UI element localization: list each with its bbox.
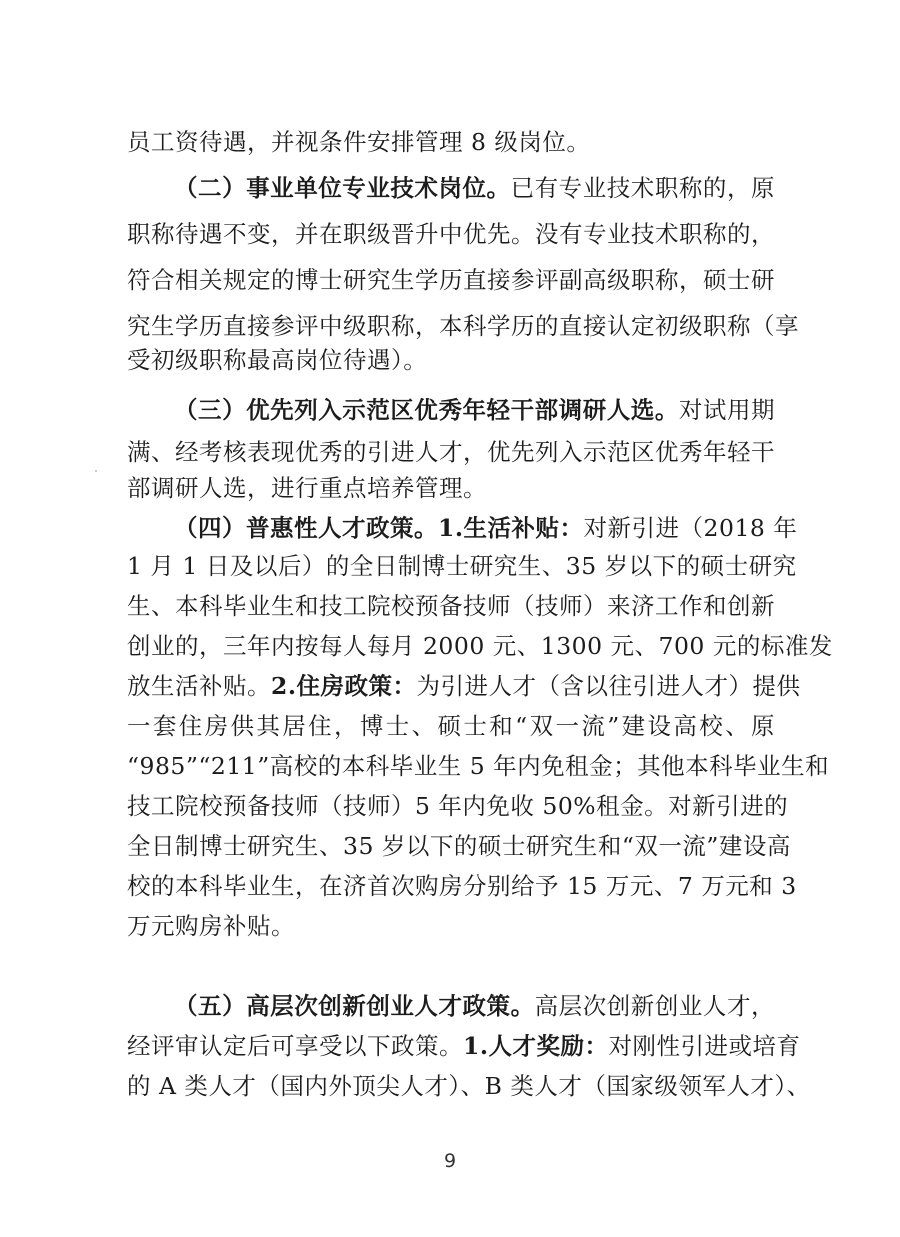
section-heading: （二）事业单位专业技术岗位。 [174, 174, 511, 202]
body-line: 一套住房供其居住，博士、硕士和“双一流”建设高校、原 [127, 712, 775, 740]
subheading: 2.住房政策： [271, 672, 417, 700]
body-line: 1 月 1 日及以后）的全日制博士研究生、35 岁以下的硕士研究 [127, 552, 797, 580]
body-line: 放生活补贴。2.住房政策：为引进人才（含以往引进人才）提供 [127, 672, 801, 700]
body-line: 万元购房补贴。 [127, 912, 295, 940]
body-line: 校的本科毕业生，在济首次购房分别给予 15 万元、7 万元和 3 [127, 872, 797, 900]
body-line: 经评审认定后可享受以下政策。1.人才奖励：对刚性引进或培育 [127, 1032, 801, 1060]
section-heading-line: （五）高层次创新创业人才政策。高层次创新创业人才， [174, 992, 775, 1020]
section-heading-line: （二）事业单位专业技术岗位。已有专业技术职称的，原 [174, 174, 776, 202]
body-line: 部调研人选，进行重点培养管理。 [127, 474, 487, 502]
body-line: 生、本科毕业生和技工院校预备技师（技师）来济工作和创新 [127, 592, 775, 620]
section-heading-line: （三）优先列入示范区优秀年轻干部调研人选。对试用期 [174, 396, 776, 424]
body-line: 全日制博士研究生、35 岁以下的硕士研究生和“双一流”建设高 [127, 832, 791, 860]
body-line: 创业的，三年内按每人每月 2000 元、1300 元、700 元的标准发 [127, 632, 833, 660]
body-line: 员工资待遇，并视条件安排管理 8 级岗位。 [127, 128, 591, 156]
scan-speck [95, 470, 97, 472]
section-heading: （四）普惠性人才政策。1.生活补贴： [174, 514, 584, 542]
body-line: 究生学历直接参评中级职称，本科学历的直接认定初级职称（享 [127, 312, 799, 340]
body-line: 的 A 类人才（国内外顶尖人才）、B 类人才（国家级领军人才）、 [127, 1072, 811, 1100]
body-line: 职称待遇不变，并在职级晋升中优先。没有专业技术职称的， [127, 220, 775, 248]
body-line: 技工院校预备技师（技师）5 年内免收 50%租金。对新引进的 [127, 792, 789, 820]
section-heading: （三）优先列入示范区优秀年轻干部调研人选。 [174, 396, 679, 424]
body-line: “985”“211”高校的本科毕业生 5 年内免租金；其他本科毕业生和 [127, 752, 830, 780]
body-line: 满、经考核表现优秀的引进人才，优先列入示范区优秀年轻干 [127, 438, 775, 466]
body-line: 符合相关规定的博士研究生学历直接参评副高级职称，硕士研 [127, 266, 775, 294]
subheading: 1.人才奖励： [463, 1032, 609, 1060]
section-heading-line: （四）普惠性人才政策。1.生活补贴：对新引进（2018 年 [174, 514, 798, 542]
page-number: 9 [443, 1150, 457, 1172]
section-heading: （五）高层次创新创业人才政策。 [174, 992, 535, 1020]
body-line: 受初级职称最高岗位待遇）。 [127, 346, 428, 374]
